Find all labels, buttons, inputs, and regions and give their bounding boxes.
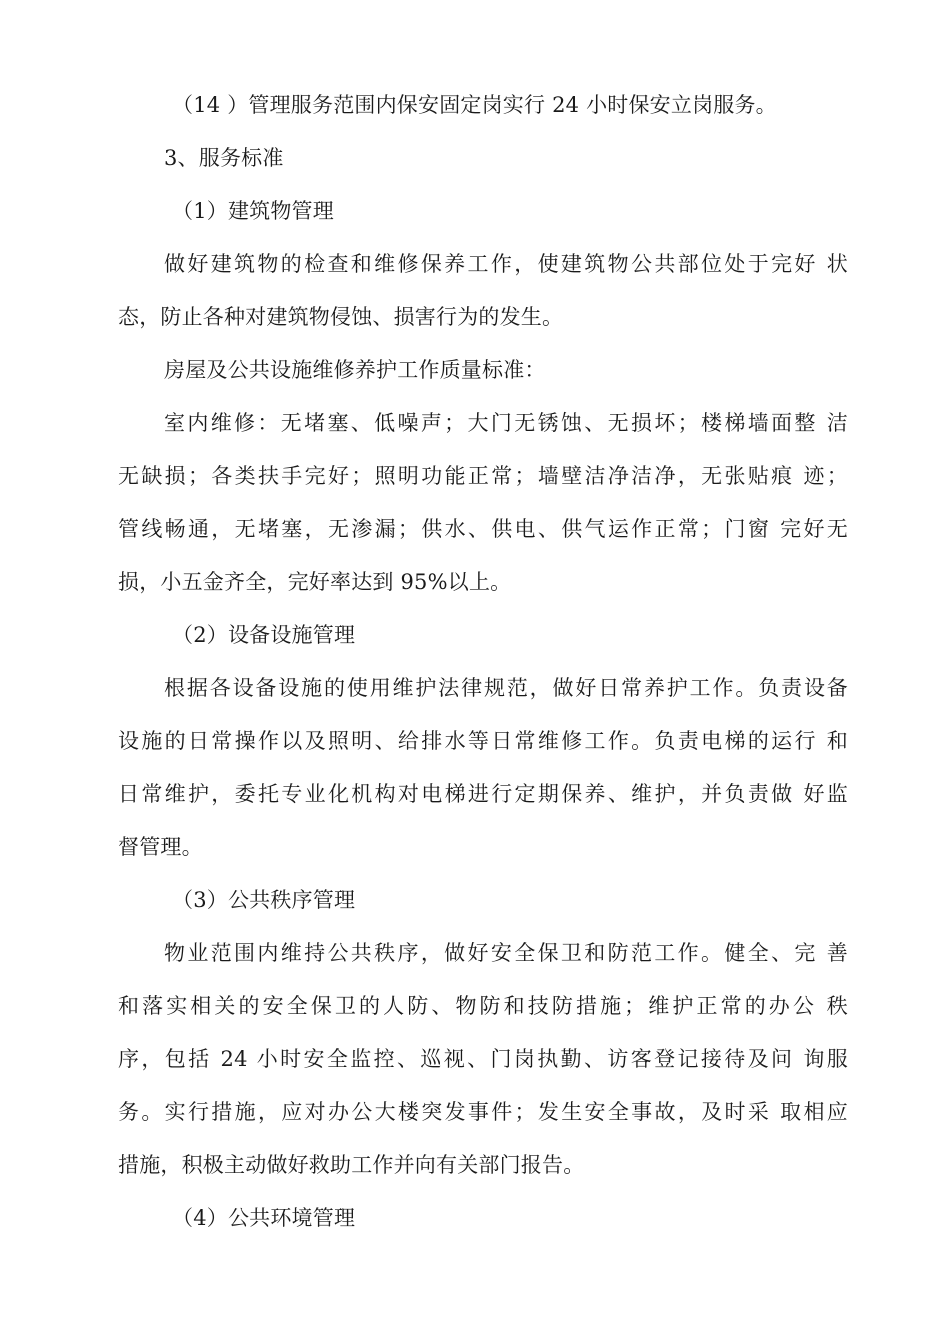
paragraph-line: 做好建筑物的检查和维修保养工作，使建筑物公共部位处于完好 状 [164,252,848,276]
paragraph-line: 务。实行措施，应对办公大楼突发事件；发生安全事故，及时采 取相应 [118,1100,848,1124]
paragraph-line: 损，小五金齐全，完好率达到 95%以上。 [118,570,512,594]
paragraph-line: 根据各设备设施的使用维护法律规范，做好日常养护工作。负责设备 [164,676,848,700]
paragraph-line: 无缺损；各类扶手完好；照明功能正常；墙壁洁净洁净，无张贴痕 迹； [118,464,848,488]
paragraph-line: 室内维修：无堵塞、低噪声；大门无锈蚀、无损坏；楼梯墙面整 洁 [164,411,848,435]
paragraph-line: 房屋及公共设施维修养护工作质量标准： [164,358,546,382]
paragraph-line: 物业范围内维持公共秩序，做好安全保卫和防范工作。健全、完 善 [164,941,848,965]
paragraph-line: 设施的日常操作以及照明、给排水等日常维修工作。负责电梯的运行 和 [118,729,848,753]
paragraph-line: 管线畅通，无堵塞，无渗漏；供水、供电、供气运作正常；门窗 完好无 [118,517,848,541]
paragraph-line: 日常维护，委托专业化机构对电梯进行定期保养、维护，并负责做 好监 [118,782,848,806]
paragraph-line: 督管理。 [118,835,203,859]
paragraph-line: 和落实相关的安全保卫的人防、物防和技防措施；维护正常的办公 秩 [118,994,848,1018]
paragraph-line: 态，防止各种对建筑物侵蚀、损害行为的发生。 [118,305,564,329]
subheading-equipment-management: （2）设备设施管理 [172,623,356,647]
paragraph-line: 措施，积极主动做好救助工作并向有关部门报告。 [118,1153,585,1177]
list-item-14: （14 ）管理服务范围内保安固定岗实行 24 小时保安立岗服务。 [172,93,777,117]
subheading-public-order-management: （3）公共秩序管理 [172,888,356,912]
section-heading-service-standard: 3、服务标准 [164,146,284,170]
paragraph-line: 序，包括 24 小时安全监控、巡视、门岗执勤、访客登记接待及问 询服 [118,1047,848,1071]
subheading-building-management: （1）建筑物管理 [172,199,334,223]
subheading-public-environment-management: （4）公共环境管理 [172,1206,356,1230]
